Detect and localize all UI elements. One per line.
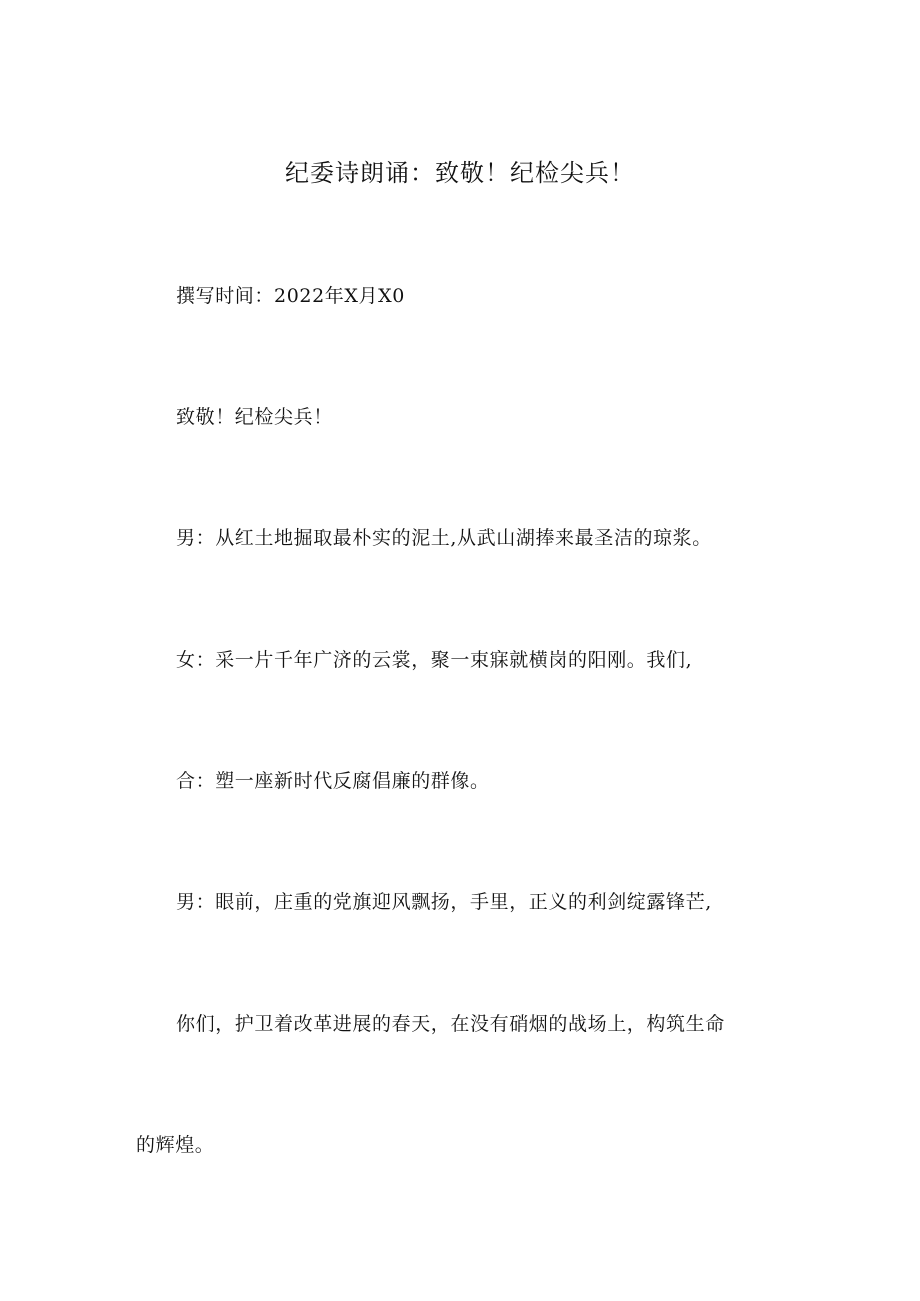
date-line: 撰写时间：2022年X月X0 xyxy=(176,285,405,307)
paragraph-line: 合：塑一座新时代反腐倡廉的群像。 xyxy=(176,770,490,792)
paragraph-line: 男：眼前，庄重的党旗迎风飘扬，手里，正义的利剑绽露锋芒, xyxy=(176,891,712,913)
paragraph-line: 的辉煌。 xyxy=(136,1134,215,1156)
paragraph-line: 男：从红土地掘取最朴实的泥土,从武山湖捧来最圣洁的琼浆。 xyxy=(176,527,712,549)
paragraph-line: 女：采一片千年广济的云裳，聚一束寐就横岗的阳刚。我们, xyxy=(176,649,693,671)
paragraph-line: 你们，护卫着改革进展的春天，在没有硝烟的战场上，构筑生命 xyxy=(176,1013,725,1035)
document-title: 纪委诗朗诵：致敬！纪检尖兵！ xyxy=(285,159,635,187)
paragraph-line: 致敬！纪检尖兵！ xyxy=(176,406,333,428)
